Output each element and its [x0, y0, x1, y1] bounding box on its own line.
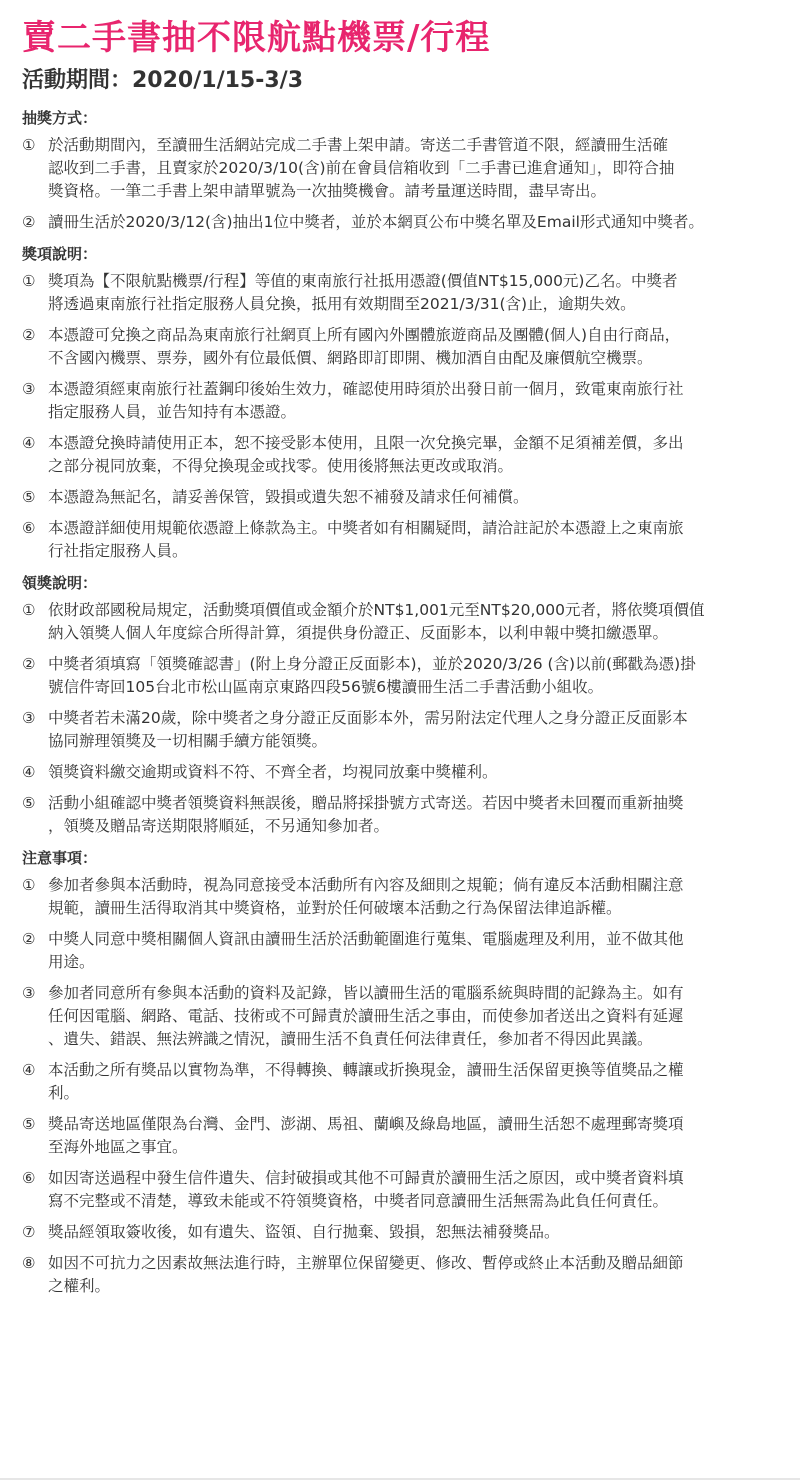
item-number: ⑤ — [22, 794, 36, 812]
item-number: ⑧ — [22, 1254, 36, 1272]
item-number: ⑤ — [22, 488, 36, 506]
item-number: ① — [22, 272, 36, 290]
item-number: ④ — [22, 1061, 36, 1079]
item-number: ⑥ — [22, 519, 36, 537]
item-text: 讀冊生活於2020/3/12(含)抽出1位中獎者，並於本網頁公布中獎名單及Email形式通知中獎者。 — [48, 213, 704, 231]
item-text: 如因寄送過程中發生信件遺失、信封破損或其他不可歸責於讀冊生活之原因，或中獎者資料填 寫不完整或不清楚，導致未能或不符領獎資格，中獎者同意讀冊生活無需為此負任何責任。 — [48, 1169, 684, 1210]
item-number: ⑦ — [22, 1223, 36, 1241]
item-number: ③ — [22, 380, 36, 398]
section-heading: 獎項說明： — [22, 245, 98, 263]
rules-section — [22, 846, 782, 1298]
item-text: 獎品經領取簽收後，如有遺失、盜領、自行拋棄、毀損，恕無法補發獎品。 — [48, 1223, 560, 1241]
list-item — [22, 486, 782, 509]
list-item — [22, 928, 782, 974]
item-text: 參加者同意所有參與本活動的資料及記錄，皆以讀冊生活的電腦系統與時間的記錄為主。如有 任何因電腦、網路、電話、技術或不可歸責於讀冊生活之事由，而使參加者送出之資料有延遲 、遺失、錯誤、無法辨識之情況，讀冊生活不負責任何法律責任，參加者不得因此異議。 — [48, 984, 684, 1048]
item-text: 於活動期間內，至讀冊生活網站完成二手書上架申請。寄送二手書管道不限，經讀冊生活確 認收到二手書，且賣家於2020/3/10(含)前在會員信箱收到「二手書已進倉通知」，即符合抽 獎資格。一筆二手書上架申請單號為一次抽獎機會。請考量運送時間，盡早寄出。 — [48, 136, 675, 200]
item-number: ② — [22, 213, 36, 231]
item-text: 本憑證為無記名，請妥善保管，毀損或遺失恕不補發及請求任何補償。 — [48, 488, 529, 506]
list-item — [22, 599, 782, 645]
item-number: ② — [22, 930, 36, 948]
list-item — [22, 432, 782, 478]
item-text: 中獎人同意中獎相關個人資訊由讀冊生活於活動範圍進行蒐集、電腦處理及利用，並不做其他 用途。 — [48, 930, 684, 971]
list-item — [22, 792, 782, 838]
list-item — [22, 1113, 782, 1159]
list-item — [22, 211, 782, 234]
rules-section — [22, 106, 782, 234]
rules-section — [22, 242, 782, 563]
list-item — [22, 1059, 782, 1105]
item-number: ⑤ — [22, 1115, 36, 1133]
item-number: ④ — [22, 763, 36, 781]
list-item — [22, 324, 782, 370]
item-text: 本憑證兌換時請使用正本，恕不接受影本使用，且限一次兌換完畢，金額不足須補差價，多出 之部分視同放棄，不得兌換現金或找零。使用後將無法更改或取消。 — [48, 434, 684, 475]
item-text: 中獎者若未滿20歲，除中獎者之身分證正反面影本外，需另附法定代理人之身分證正反面影本 協同辦理領獎及一切相關手續方能領獎。 — [48, 709, 688, 750]
list-item — [22, 1252, 782, 1298]
list-item — [22, 378, 782, 424]
item-number: ① — [22, 136, 36, 154]
item-text: 獎項為【不限航點機票/行程】等值的東南旅行社抵用憑證(價值NT$15,000元)乙名。中獎者 將透過東南旅行社指定服務人員兌換，抵用有效期間至2021/3/31(含)止，逾期失效。 — [48, 272, 678, 313]
list-item — [22, 134, 782, 203]
list-item — [22, 517, 782, 563]
section-heading: 抽獎方式： — [22, 109, 98, 127]
page-title: 賣二手書抽不限航點機票/行程 — [22, 18, 491, 58]
item-text: 本憑證詳細使用規範依憑證上條款為主。中獎者如有相關疑問，請洽註記於本憑證上之東南旅 行社指定服務人員。 — [48, 519, 684, 560]
item-text: 依財政部國稅局規定，活動獎項價值或金額介於NT$1,001元至NT$20,000元者，將依獎項價值 納入領獎人個人年度綜合所得計算，須提供身份證正、反面影本，以利申報中獎扣繳憑單。 — [48, 601, 705, 642]
list-item — [22, 1221, 782, 1244]
item-text: 本憑證須經東南旅行社蓋鋼印後始生效力，確認使用時須於出發日前一個月，致電東南旅行社 指定服務人員，並告知持有本憑證。 — [48, 380, 684, 421]
list-item — [22, 270, 782, 316]
item-number: ① — [22, 876, 36, 894]
section-heading: 注意事項： — [22, 849, 98, 867]
sections-container — [22, 106, 782, 1298]
item-text: 本活動之所有獎品以實物為準，不得轉換、轉讓或折換現金，讀冊生活保留更換等值獎品之權 利。 — [48, 1061, 684, 1102]
list-item — [22, 1167, 782, 1213]
item-number: ② — [22, 326, 36, 344]
item-text: 領獎資料繳交逾期或資料不符、不齊全者，均視同放棄中獎權利。 — [48, 763, 498, 781]
rules-section — [22, 571, 782, 838]
list-item — [22, 982, 782, 1051]
item-text: 本憑證可兌換之商品為東南旅行社網頁上所有國內外團體旅遊商品及團體(個人)自由行商品， 不含國內機票、票券，國外有位最低價、網路即訂即開、機加酒自由配及廉價航空機票。 — [48, 326, 681, 367]
item-text: 獎品寄送地區僅限為台灣、金門、澎湖、馬祖、蘭嶼及綠島地區，讀冊生活恕不處理郵寄獎項 至海外地區之事宜。 — [48, 1115, 684, 1156]
list-item — [22, 874, 782, 920]
item-text: 中獎者須填寫「領獎確認書」(附上身分證正反面影本)，並於2020/3/26 (含)以前(郵戳為憑)掛 號信件寄回105台北市松山區南京東路四段56號6樓讀冊生活二手書活動小組收。 — [48, 655, 696, 696]
item-number: ② — [22, 655, 36, 673]
event-period: 活動期間：2020/1/15-3/3 — [22, 68, 304, 93]
item-number: ③ — [22, 709, 36, 727]
list-item — [22, 653, 782, 699]
list-item — [22, 761, 782, 784]
item-text: 如因不可抗力之因素故無法進行時，主辦單位保留變更、修改、暫停或終止本活動及贈品細節 之權利。 — [48, 1254, 684, 1295]
list-item — [22, 707, 782, 753]
item-number: ③ — [22, 984, 36, 1002]
section-heading: 領獎說明： — [22, 574, 98, 592]
item-text: 參加者參與本活動時，視為同意接受本活動所有內容及細則之規範；倘有違反本活動相關注意 規範，讀冊生活得取消其中獎資格，並對於任何破壞本活動之行為保留法律追訴權。 — [48, 876, 684, 917]
item-number: ① — [22, 601, 36, 619]
item-number: ④ — [22, 434, 36, 452]
item-number: ⑥ — [22, 1169, 36, 1187]
item-text: 活動小組確認中獎者領獎資料無誤後，贈品將採掛號方式寄送。若因中獎者未回覆而重新抽獎 ，領獎及贈品寄送期限將順延，不另通知參加者。 — [48, 794, 684, 835]
